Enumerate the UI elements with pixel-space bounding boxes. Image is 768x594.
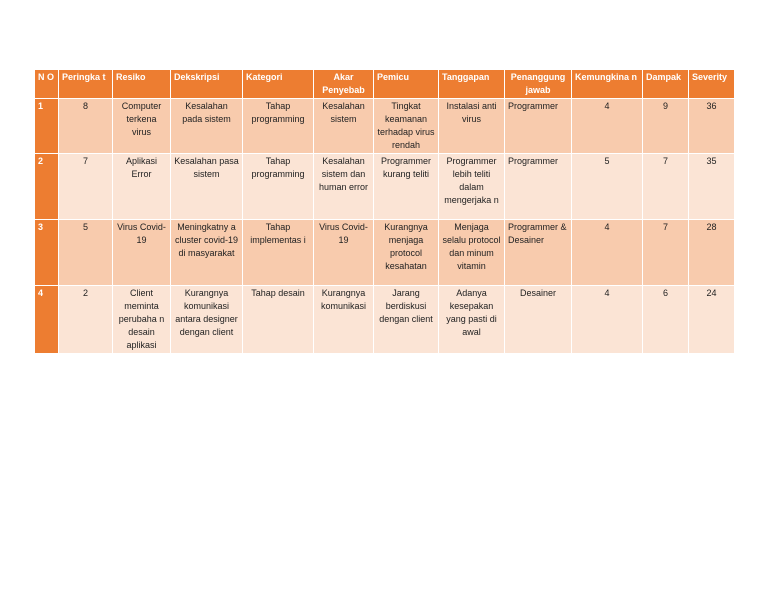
cell-resiko: Client meminta perubaha n desain aplikasi — [113, 286, 171, 354]
cell-kategori: Tahap programming — [243, 99, 314, 154]
cell-resiko: Computer terkena virus — [113, 99, 171, 154]
cell-peringkat: 5 — [59, 220, 113, 286]
cell-no: 1 — [35, 99, 59, 154]
header-dampak: Dampak — [643, 70, 689, 99]
cell-tanggapan: Programmer lebih teliti dalam mengerjaka n — [439, 154, 505, 220]
cell-no: 3 — [35, 220, 59, 286]
table-row — [35, 99, 735, 154]
header-kategori: Kategori — [243, 70, 314, 99]
table-row — [35, 286, 735, 354]
cell-tanggapan: Menjaga selalu protocol dan minum vitamin — [439, 220, 505, 286]
cell-peringkat: 2 — [59, 286, 113, 354]
cell-tanggapan: Adanya kesepakan yang pasti di awal — [439, 286, 505, 354]
cell-severity: 28 — [689, 220, 735, 286]
table-row — [35, 154, 735, 220]
cell-kategori: Tahap programming — [243, 154, 314, 220]
cell-dekskripsi: Kurangnya komunikasi antara designer dengan client — [171, 286, 243, 354]
cell-akar-penyebab: Kurangnya komunikasi — [314, 286, 374, 354]
cell-tanggapan: Instalasi anti virus — [439, 99, 505, 154]
cell-penanggung-jawab: Programmer — [505, 154, 572, 220]
cell-dekskripsi: Kesalahan pada sistem — [171, 99, 243, 154]
header-penanggung-jawab: Penanggung jawab — [505, 70, 572, 99]
cell-kemungkinan: 4 — [572, 220, 643, 286]
cell-severity: 24 — [689, 286, 735, 354]
header-severity: Severity — [689, 70, 735, 99]
cell-pemicu: Tingkat keamanan terhadap virus rendah — [374, 99, 439, 154]
cell-peringkat: 7 — [59, 154, 113, 220]
header-resiko: Resiko — [113, 70, 171, 99]
cell-kemungkinan: 4 — [572, 99, 643, 154]
cell-dekskripsi: Meningkatny a cluster covid-19 di masyarakat — [171, 220, 243, 286]
header-no: N O — [35, 70, 59, 99]
table-row — [35, 220, 735, 286]
cell-dampak: 7 — [643, 154, 689, 220]
header-peringkat: Peringka t — [59, 70, 113, 99]
header-akar-penyebab: Akar Penyebab — [314, 70, 374, 99]
header-row — [35, 70, 735, 99]
cell-kategori: Tahap implementas i — [243, 220, 314, 286]
cell-resiko: Virus Covid-19 — [113, 220, 171, 286]
cell-severity: 36 — [689, 99, 735, 154]
cell-akar-penyebab: Virus Covid-19 — [314, 220, 374, 286]
cell-resiko: Aplikasi Error — [113, 154, 171, 220]
cell-pemicu: Jarang berdiskusi dengan client — [374, 286, 439, 354]
cell-kemungkinan: 5 — [572, 154, 643, 220]
cell-dekskripsi: Kesalahan pasa sistem — [171, 154, 243, 220]
cell-penanggung-jawab: Programmer & Desainer — [505, 220, 572, 286]
cell-peringkat: 8 — [59, 99, 113, 154]
cell-akar-penyebab: Kesalahan sistem — [314, 99, 374, 154]
cell-no: 2 — [35, 154, 59, 220]
cell-kategori: Tahap desain — [243, 286, 314, 354]
header-kemungkinan: Kemungkina n — [572, 70, 643, 99]
cell-severity: 35 — [689, 154, 735, 220]
cell-penanggung-jawab: Desainer — [505, 286, 572, 354]
cell-dampak: 7 — [643, 220, 689, 286]
cell-dampak: 6 — [643, 286, 689, 354]
risk-table — [34, 69, 735, 354]
header-tanggapan: Tanggapan — [439, 70, 505, 99]
header-pemicu: Pemicu — [374, 70, 439, 99]
cell-kemungkinan: 4 — [572, 286, 643, 354]
cell-pemicu: Kurangnya menjaga protocol kesahatan — [374, 220, 439, 286]
cell-no: 4 — [35, 286, 59, 354]
cell-penanggung-jawab: Programmer — [505, 99, 572, 154]
cell-dampak: 9 — [643, 99, 689, 154]
cell-akar-penyebab: Kesalahan sistem dan human error — [314, 154, 374, 220]
cell-pemicu: Programmer kurang teliti — [374, 154, 439, 220]
header-dekskripsi: Dekskripsi — [171, 70, 243, 99]
